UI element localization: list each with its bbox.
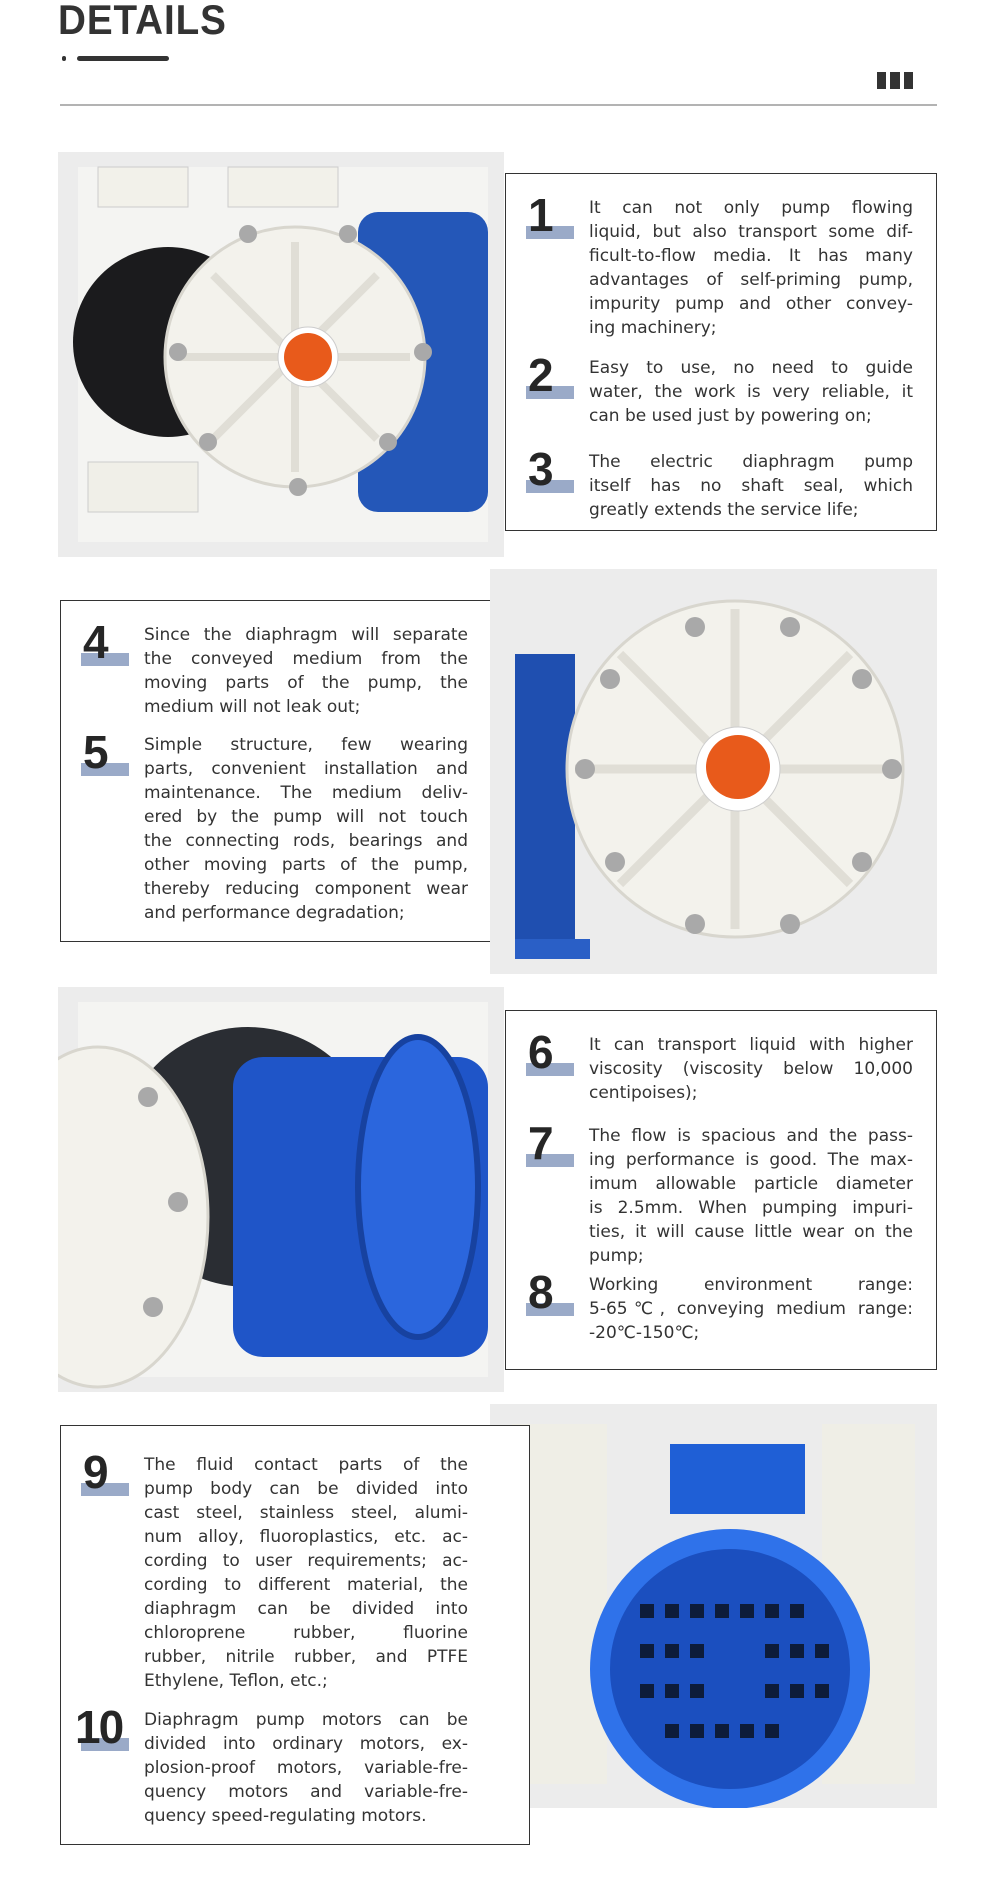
pump-photo-front-left <box>58 152 504 557</box>
feature-description-line: the conveyed medium from the <box>144 649 468 669</box>
feature-description-line: thereby reducing component wear <box>144 879 468 899</box>
feature-description-line: advantages of self-priming pump, <box>589 270 913 290</box>
feature-description-line: is 2.5mm. When pumping impuri- <box>589 1198 913 1218</box>
feature-number <box>526 443 586 500</box>
feature-description <box>144 1708 468 1828</box>
features-box-2 <box>60 600 490 942</box>
feature-number-label: 10 <box>75 1701 123 1753</box>
feature-number-label: 3 <box>528 443 552 495</box>
feature-description-line: 5-65℃, conveying medium range: <box>589 1299 913 1319</box>
feature-description-line: cording to user requirements; ac- <box>144 1551 468 1571</box>
feature-description-line: itself has no shaft seal, which <box>589 476 913 496</box>
feature-description-line: The fluid contact parts of the <box>144 1455 468 1475</box>
feature-description-line: Ethylene, Teflon, etc.; <box>144 1671 328 1691</box>
feature-description-line: Working environment range: <box>589 1275 913 1295</box>
title-underline <box>77 56 169 61</box>
feature-description-line: The flow is spacious and the pass- <box>589 1126 913 1146</box>
feature-description <box>144 623 468 719</box>
feature-description-line: parts, convenient installation and <box>144 759 468 779</box>
pump-photo-motor-side <box>58 987 504 1392</box>
feature-description <box>589 1273 913 1345</box>
feature-number-label: 9 <box>83 1446 107 1498</box>
feature-description <box>589 356 913 428</box>
feature-number <box>81 726 141 783</box>
feature-description-line: can be used just by powering on; <box>589 406 872 426</box>
feature-description-line: diaphragm can be divided into <box>144 1599 468 1619</box>
feature-number <box>526 1117 586 1174</box>
title-underline-dot <box>62 56 66 61</box>
feature-number-label: 4 <box>83 616 107 668</box>
feature-description <box>589 450 913 522</box>
feature-description <box>144 1453 468 1693</box>
feature-number-label: 7 <box>528 1117 552 1169</box>
feature-description-line: Diaphragm pump motors can be <box>144 1710 468 1730</box>
feature-description-line: centipoises); <box>589 1083 698 1103</box>
feature-description-line: pump body can be divided into <box>144 1479 468 1499</box>
feature-description-line: ties, it will cause little wear on the <box>589 1222 913 1242</box>
feature-description-line: water, the work is very reliable, it <box>589 382 913 402</box>
feature-description <box>589 196 913 340</box>
feature-description-line: pump; <box>589 1246 644 1266</box>
features-box-1 <box>505 173 937 531</box>
feature-description-line: num alloy, fluoroplastics, etc. ac- <box>144 1527 468 1547</box>
feature-description-line: ing machinery; <box>589 318 717 338</box>
page-title: DETAILS <box>58 0 227 43</box>
feature-description-line: cording to different material, the <box>144 1575 468 1595</box>
feature-description-line: ered by the pump will not touch <box>144 807 468 827</box>
feature-description-line: cast steel, stainless steel, alumi- <box>144 1503 468 1523</box>
feature-description-line: Easy to use, no need to guide <box>589 358 913 378</box>
feature-description-line: and performance degradation; <box>144 903 405 923</box>
feature-description-line: moving parts of the pump, the <box>144 673 468 693</box>
feature-number-label: 1 <box>528 189 552 241</box>
feature-number <box>81 1446 141 1503</box>
feature-description-line: Simple structure, few wearing <box>144 735 468 755</box>
feature-description <box>589 1033 913 1105</box>
features-box-4 <box>60 1425 530 1845</box>
feature-number-label: 8 <box>528 1266 552 1318</box>
feature-description-line: -20℃-150℃; <box>589 1323 700 1343</box>
feature-number-label: 5 <box>83 726 107 778</box>
feature-number <box>526 1266 586 1323</box>
feature-description-line: divided into ordinary motors, ex- <box>144 1734 468 1754</box>
feature-description-line: maintenance. The medium deliv- <box>144 783 468 803</box>
feature-number <box>526 1026 586 1083</box>
feature-description-line: The electric diaphragm pump <box>589 452 913 472</box>
feature-description-line: chloroprene rubber, fluorine <box>144 1623 468 1643</box>
header-divider <box>60 104 937 106</box>
feature-description-line: medium will not leak out; <box>144 697 361 717</box>
feature-description-line: the connecting rods, bearings and <box>144 831 468 851</box>
feature-number <box>75 1701 141 1758</box>
feature-description-line: ficult-to-flow media. It has many <box>589 246 913 266</box>
feature-description-line: impurity pump and other convey- <box>589 294 913 314</box>
feature-description-line: viscosity (viscosity below 10,000 <box>589 1059 913 1079</box>
feature-description-line: plosion-proof motors, variable-fre- <box>144 1758 468 1778</box>
feature-description-line: quency motors and variable-fre- <box>144 1782 468 1802</box>
feature-description-line: ing performance is good. The max- <box>589 1150 913 1170</box>
feature-description-line: quency speed-regulating motors. <box>144 1806 427 1826</box>
feature-description-line: other moving parts of the pump, <box>144 855 468 875</box>
feature-number-label: 6 <box>528 1026 552 1078</box>
feature-description-line: It can transport liquid with higher <box>589 1035 913 1055</box>
feature-description-line: It can not only pump flowing <box>589 198 913 218</box>
feature-description <box>589 1124 913 1268</box>
bars-icon <box>877 72 913 89</box>
feature-description <box>144 733 468 925</box>
feature-description-line: imum allowable particle diameter <box>589 1174 913 1194</box>
feature-number <box>526 189 586 246</box>
feature-description-line: liquid, but also transport some dif- <box>589 222 913 242</box>
features-box-3 <box>505 1010 937 1370</box>
feature-description-line: greatly extends the service life; <box>589 500 859 520</box>
feature-description-line: Since the diaphragm will separate <box>144 625 468 645</box>
pump-photo-motor-front <box>490 1404 937 1808</box>
feature-number <box>81 616 141 673</box>
feature-description-line: rubber, nitrile rubber, and PTFE <box>144 1647 468 1667</box>
pump-photo-side <box>490 569 937 974</box>
feature-number-label: 2 <box>528 349 552 401</box>
feature-number <box>526 349 586 406</box>
